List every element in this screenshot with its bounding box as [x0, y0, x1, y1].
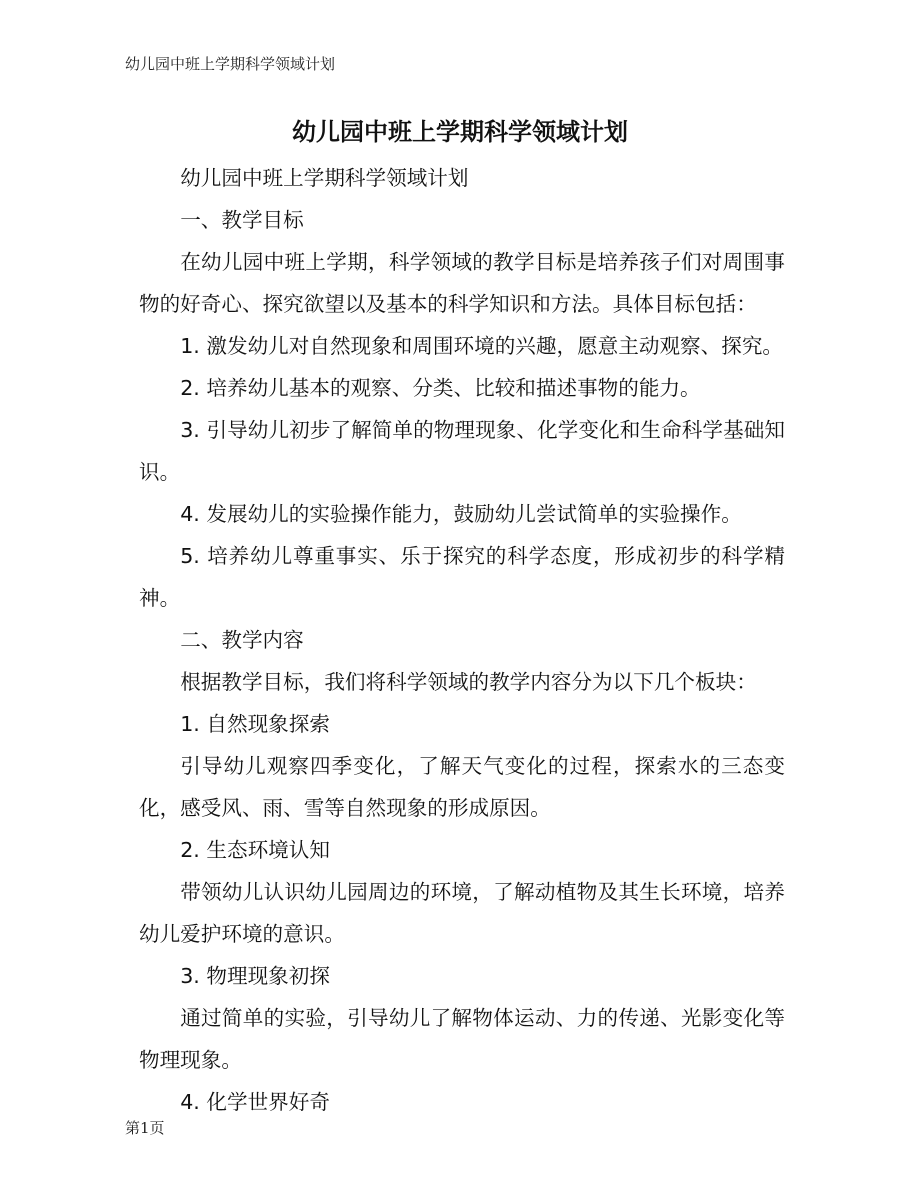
- paragraph: 在幼儿园中班上学期，科学领域的教学目标是培养孩子们对周围事物的好奇心、探究欲望以及基本的科学知识和方法。具体目标包括：: [139, 250, 785, 316]
- section-heading: 二、教学内容: [180, 628, 304, 652]
- subheading: 4. 化学世界好奇: [180, 1090, 330, 1114]
- document-body: [139, 157, 785, 1123]
- subheading: 3. 物理现象初探: [180, 964, 330, 988]
- paragraph: 引导幼儿观察四季变化，了解天气变化的过程，探索水的三态变化，感受风、雨、雪等自然现象的形成原因。: [139, 754, 785, 820]
- subheading: 1. 自然现象探索: [180, 712, 330, 736]
- document-title: 幼儿园中班上学期科学领域计划: [292, 118, 628, 146]
- paragraph: 带领幼儿认识幼儿园周边的环境，了解动植物及其生长环境，培养幼儿爱护环境的意识。: [139, 880, 785, 946]
- paragraph: 幼儿园中班上学期科学领域计划: [180, 166, 469, 190]
- paragraph: 根据教学目标，我们将科学领域的教学内容分为以下几个板块：: [180, 670, 757, 694]
- list-item: 3. 引导幼儿初步了解简单的物理现象、化学变化和生命科学基础知识。: [139, 418, 785, 484]
- list-item: 4. 发展幼儿的实验操作能力，鼓励幼儿尝试简单的实验操作。: [180, 502, 742, 526]
- paragraph: 通过简单的实验，引导幼儿了解物体运动、力的传递、光影变化等物理现象。: [139, 1006, 785, 1072]
- list-item: 1. 激发幼儿对自然现象和周围环境的兴趣，愿意主动观察、探究。: [180, 334, 784, 358]
- list-item: 5. 培养幼儿尊重事实、乐于探究的科学态度，形成初步的科学精神。: [139, 544, 785, 610]
- list-item: 2. 培养幼儿基本的观察、分类、比较和描述事物的能力。: [180, 376, 701, 400]
- subheading: 2. 生态环境认知: [180, 838, 330, 862]
- page-number: 第1页: [125, 1119, 165, 1137]
- section-heading: 一、教学目标: [180, 208, 304, 232]
- running-header: 幼儿园中班上学期科学领域计划: [125, 55, 336, 73]
